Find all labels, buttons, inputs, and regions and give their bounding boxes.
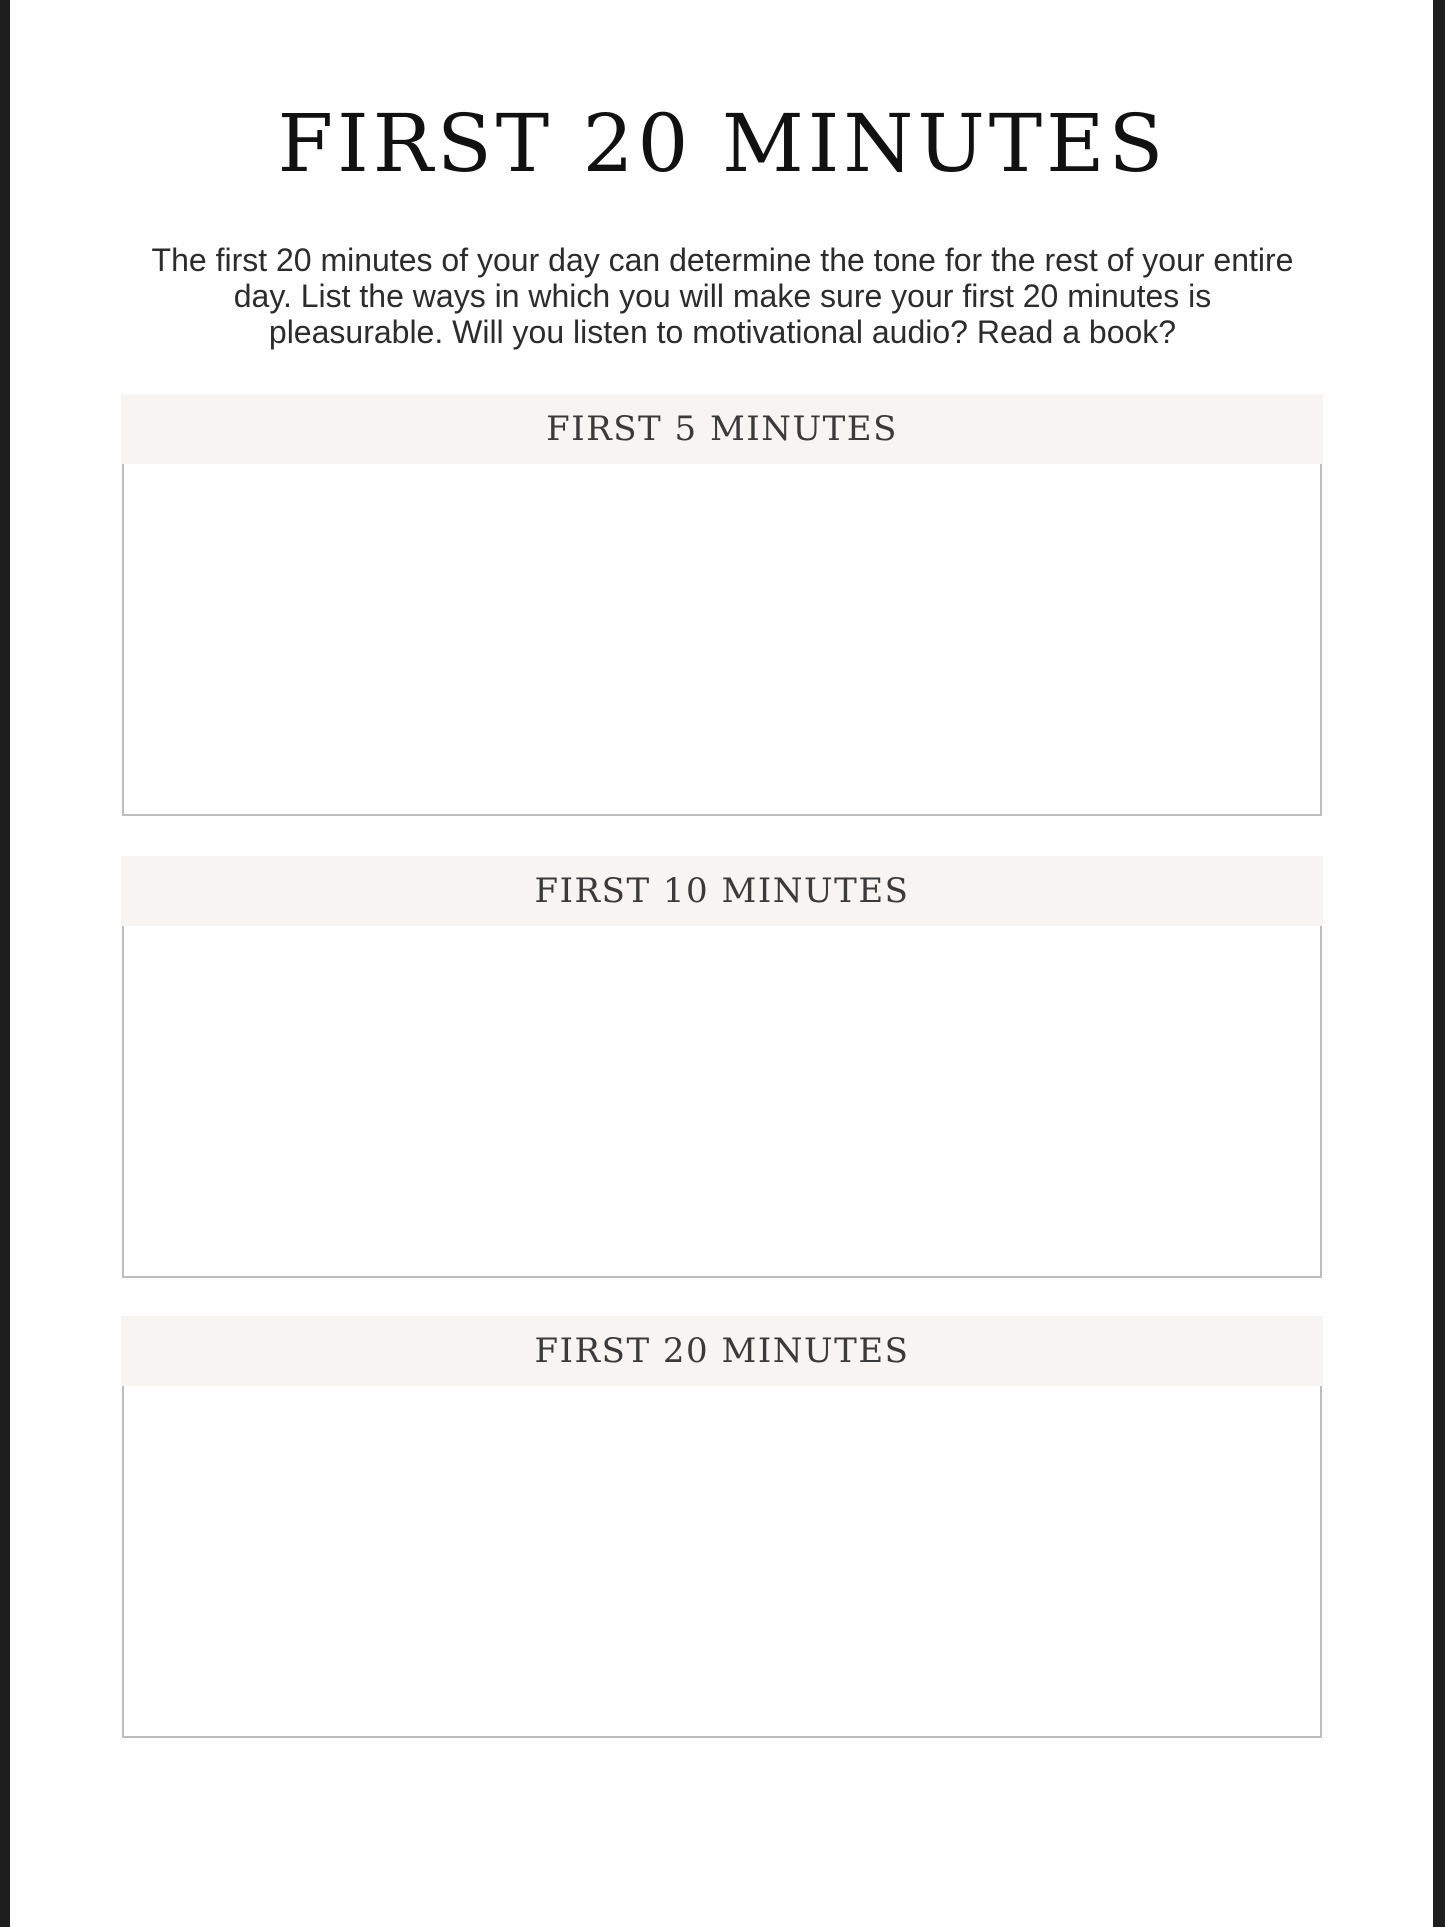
section-header: FIRST 5 MINUTES bbox=[121, 394, 1323, 464]
section-first-20-minutes bbox=[121, 1316, 1323, 1738]
section-first-5-minutes bbox=[121, 394, 1323, 816]
section-header: FIRST 10 MINUTES bbox=[121, 856, 1323, 926]
section-header: FIRST 20 MINUTES bbox=[121, 1316, 1323, 1386]
writing-box[interactable] bbox=[122, 926, 1322, 1278]
section-first-10-minutes bbox=[121, 856, 1323, 1278]
writing-box[interactable] bbox=[122, 1386, 1322, 1738]
intro-paragraph: The first 20 minutes of your day can determine the tone for the rest of your entire day. List the ways in which you will make sure your first 20 minutes is pleasurable. Will you listen to motivational audio? Read a book? bbox=[151, 242, 1294, 350]
page-title: FIRST 20 MINUTES bbox=[277, 96, 1168, 190]
writing-box[interactable] bbox=[122, 464, 1322, 816]
worksheet-page bbox=[10, 0, 1433, 1927]
